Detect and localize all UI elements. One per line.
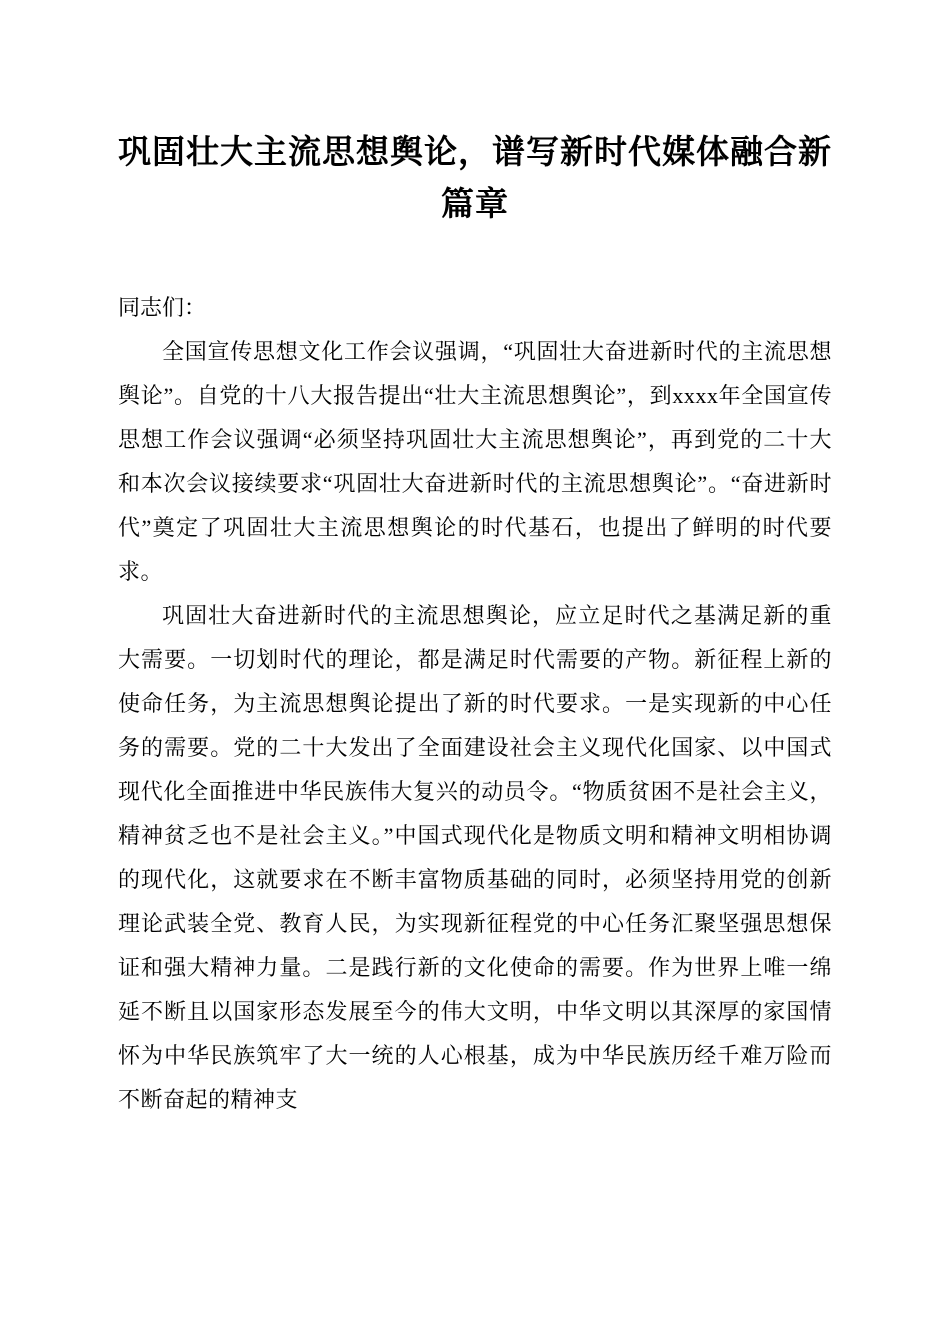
- salutation: 同志们：: [118, 295, 207, 320]
- paragraph-1: 全国宣传思想文化工作会议强调，“巩固壮大奋进新时代的主流思想舆论”。自党的十八大报告提出“壮大主流思想舆论”，到xxxx年全国宣传思想工作会议强调“必须坚持巩固壮大主流思想舆论”，再到党的二十大和本次会议接续要求“巩固壮大奋进新时代的主流思想舆论”。“奋进新时代”奠定了巩固壮大主流思想舆论的时代基石，也提出了鲜明的时代要求。: [118, 339, 832, 584]
- document-title: 巩固壮大主流思想舆论，谱写新时代媒体融合新篇章: [118, 133, 832, 222]
- paragraph-2: 巩固壮大奋进新时代的主流思想舆论，应立足时代之基满足新的重大需要。一切划时代的理论，都是满足时代需要的产物。新征程上新的使命任务，为主流思想舆论提出了新的时代要求。一是实现新的中心任务的需要。党的二十大发出了全面建设社会主义现代化国家、以中国式现代化全面推进中华民族伟大复兴的动员令。“物质贫困不是社会主义，精神贫乏也不是社会主义。”中国式现代化是物质文明和精神文明相协调的现代化，这就要求在不断丰富物质基础的同时，必须坚持用党的创新理论武装全党、教育人民，为实现新征程党的中心任务汇聚坚强思想保证和强大精神力量。二是践行新的文化使命的需要。作为世界上唯一绵延不断且以国家形态发展至今的伟大文明，中华文明以其深厚的家国情怀为中华民族筑牢了大一统的人心根基，成为中华民族历经千难万险而不断奋起的精神支: [118, 603, 832, 1112]
